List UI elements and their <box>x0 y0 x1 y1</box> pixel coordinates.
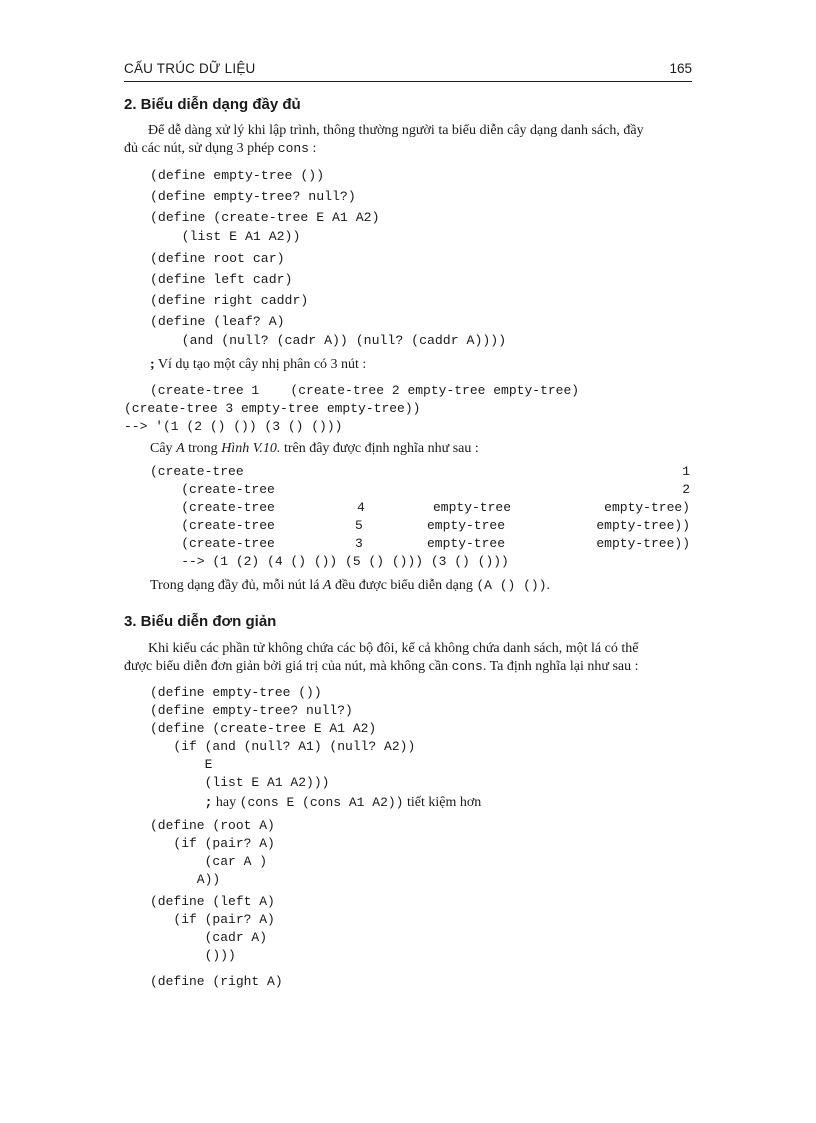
para-text: . Ta định nghĩa lại như sau : <box>482 659 639 674</box>
section-3-heading: 3. Biểu diễn đơn giản <box>124 613 277 630</box>
table-cell: empty-tree)) <box>596 518 690 533</box>
table-cell: empty-tree) <box>604 500 690 515</box>
table-row <box>150 481 690 499</box>
code-line: (list E A1 A2))) <box>150 775 330 790</box>
table-row <box>150 535 690 553</box>
section-2-para-line1: Để dễ dàng xử lý khi lập trình, thông thường người ta biểu diễn cây dạng danh sách, đầy <box>148 123 644 138</box>
var-a: A <box>176 441 185 456</box>
code-line: (define (create-tree E A1 A2) <box>150 210 380 225</box>
table-row <box>150 517 690 535</box>
para-text: trong <box>184 441 222 456</box>
para-text: đều được biểu diễn dạng <box>331 578 477 593</box>
comment-text: hay <box>212 795 240 810</box>
code-line: (define empty-tree? null?) <box>150 703 353 718</box>
page-number: 165 <box>669 61 692 76</box>
code-line-create-tree-cont: (create-tree 3 empty-tree empty-tree)) <box>124 401 421 416</box>
code-line: (list E A1 A2)) <box>150 229 301 244</box>
table-cell: 4 <box>357 500 365 515</box>
section-2-para-line2 <box>124 141 316 157</box>
code-line: (define left cadr) <box>150 272 293 287</box>
running-header <box>124 59 692 82</box>
para-end: : <box>309 141 317 156</box>
code-line-result: --> '(1 (2 () ()) (3 () ())) <box>124 419 343 434</box>
table-row <box>150 553 690 571</box>
para-text: đủ các nút, sử dụng 3 phép <box>124 141 278 156</box>
table-result: --> (1 (2) (4 () ()) (5 () ())) (3 () ())) <box>150 554 509 569</box>
code-line: (define empty-tree? null?) <box>150 189 356 204</box>
header-title: CẤU TRÚC DỮ LIỆU <box>124 61 256 76</box>
table-row <box>150 463 690 481</box>
comment-text: Ví dụ tạo một cây nhị phân có 3 nút : <box>154 357 367 372</box>
create-tree-table <box>150 463 690 571</box>
inline-code-cons: cons <box>277 141 309 156</box>
code-line: (if (and (null? A1) (null? A2)) <box>150 739 416 754</box>
code-line: ())) <box>150 948 236 963</box>
table-cell: 1 <box>682 464 690 479</box>
code-block-definitions <box>150 165 506 350</box>
section-2-heading: 2. Biểu diễn dạng đầy đủ <box>124 96 301 113</box>
code-line: (define (left A) <box>150 894 275 909</box>
comment-text: tiết kiệm hơn <box>403 795 482 810</box>
comment-hay-line <box>150 793 481 811</box>
full-form-para <box>150 578 550 594</box>
code-block-left <box>150 893 275 965</box>
code-line: (if (pair? A) <box>150 836 275 851</box>
comment-mark: ; <box>150 795 213 810</box>
para-end: . <box>546 578 551 593</box>
code-line: (if (pair? A) <box>150 912 275 927</box>
table-cell: 2 <box>682 482 690 497</box>
table-cell: (create-tree <box>150 536 275 551</box>
code-line: (define (leaf? A) <box>150 314 285 329</box>
table-cell: empty-tree)) <box>596 536 690 551</box>
section-3-para-line1: Khi kiểu các phần tử không chứa các bộ đôi, kể cả không chứa danh sách, một lá có thể <box>148 641 639 656</box>
table-cell: empty-tree <box>427 536 506 551</box>
code-line: (car A ) <box>150 854 268 869</box>
table-cell: empty-tree <box>427 518 506 533</box>
code-line-create-tree: (create-tree 1 (create-tree 2 empty-tree empty-tree) <box>150 383 580 398</box>
code-line: A)) <box>150 872 221 887</box>
table-cell: (create-tree <box>150 464 244 479</box>
var-a: A <box>322 578 332 593</box>
table-cell: (create-tree <box>150 482 275 497</box>
table-cell: (create-tree <box>150 500 275 515</box>
tree-definition-para <box>150 441 479 457</box>
code-line: E <box>150 757 213 772</box>
inline-code: (cons E (cons A1 A2)) <box>239 795 404 810</box>
table-cell: 5 <box>355 518 363 533</box>
table-cell: (create-tree <box>150 518 275 533</box>
figure-ref: Hình V.10. <box>221 441 281 456</box>
code-line-right: (define (right A) <box>150 974 283 989</box>
code-line: (define (root A) <box>150 818 275 833</box>
para-text: trên đây được định nghĩa như sau : <box>280 441 479 456</box>
table-cell: empty-tree <box>433 500 512 515</box>
code-line: (and (null? (cadr A)) (null? (caddr A)))) <box>150 333 507 348</box>
code-line: (define empty-tree ()) <box>150 685 322 700</box>
code-block-root <box>150 817 275 889</box>
para-text: Cây <box>150 441 177 456</box>
para-text: Trong dạng đầy đủ, mỗi nút lá <box>150 578 323 593</box>
section-3-para-line2 <box>124 659 639 675</box>
code-line: (define right caddr) <box>150 293 309 308</box>
code-block-simple <box>150 684 415 792</box>
para-text: được biểu diễn đơn giản bởi giá trị của nút, mà không cần <box>124 659 452 674</box>
comment-line <box>150 357 366 373</box>
inline-code-cons: cons <box>451 659 483 674</box>
code-line: (define root car) <box>150 251 285 266</box>
comment-mark: ; <box>150 357 155 372</box>
inline-code: (A () ()) <box>476 578 547 593</box>
table-cell: 3 <box>355 536 363 551</box>
code-line: (cadr A) <box>150 930 268 945</box>
code-line: (define empty-tree ()) <box>150 168 325 183</box>
code-line: (define (create-tree E A1 A2) <box>150 721 377 736</box>
table-row <box>150 499 690 517</box>
